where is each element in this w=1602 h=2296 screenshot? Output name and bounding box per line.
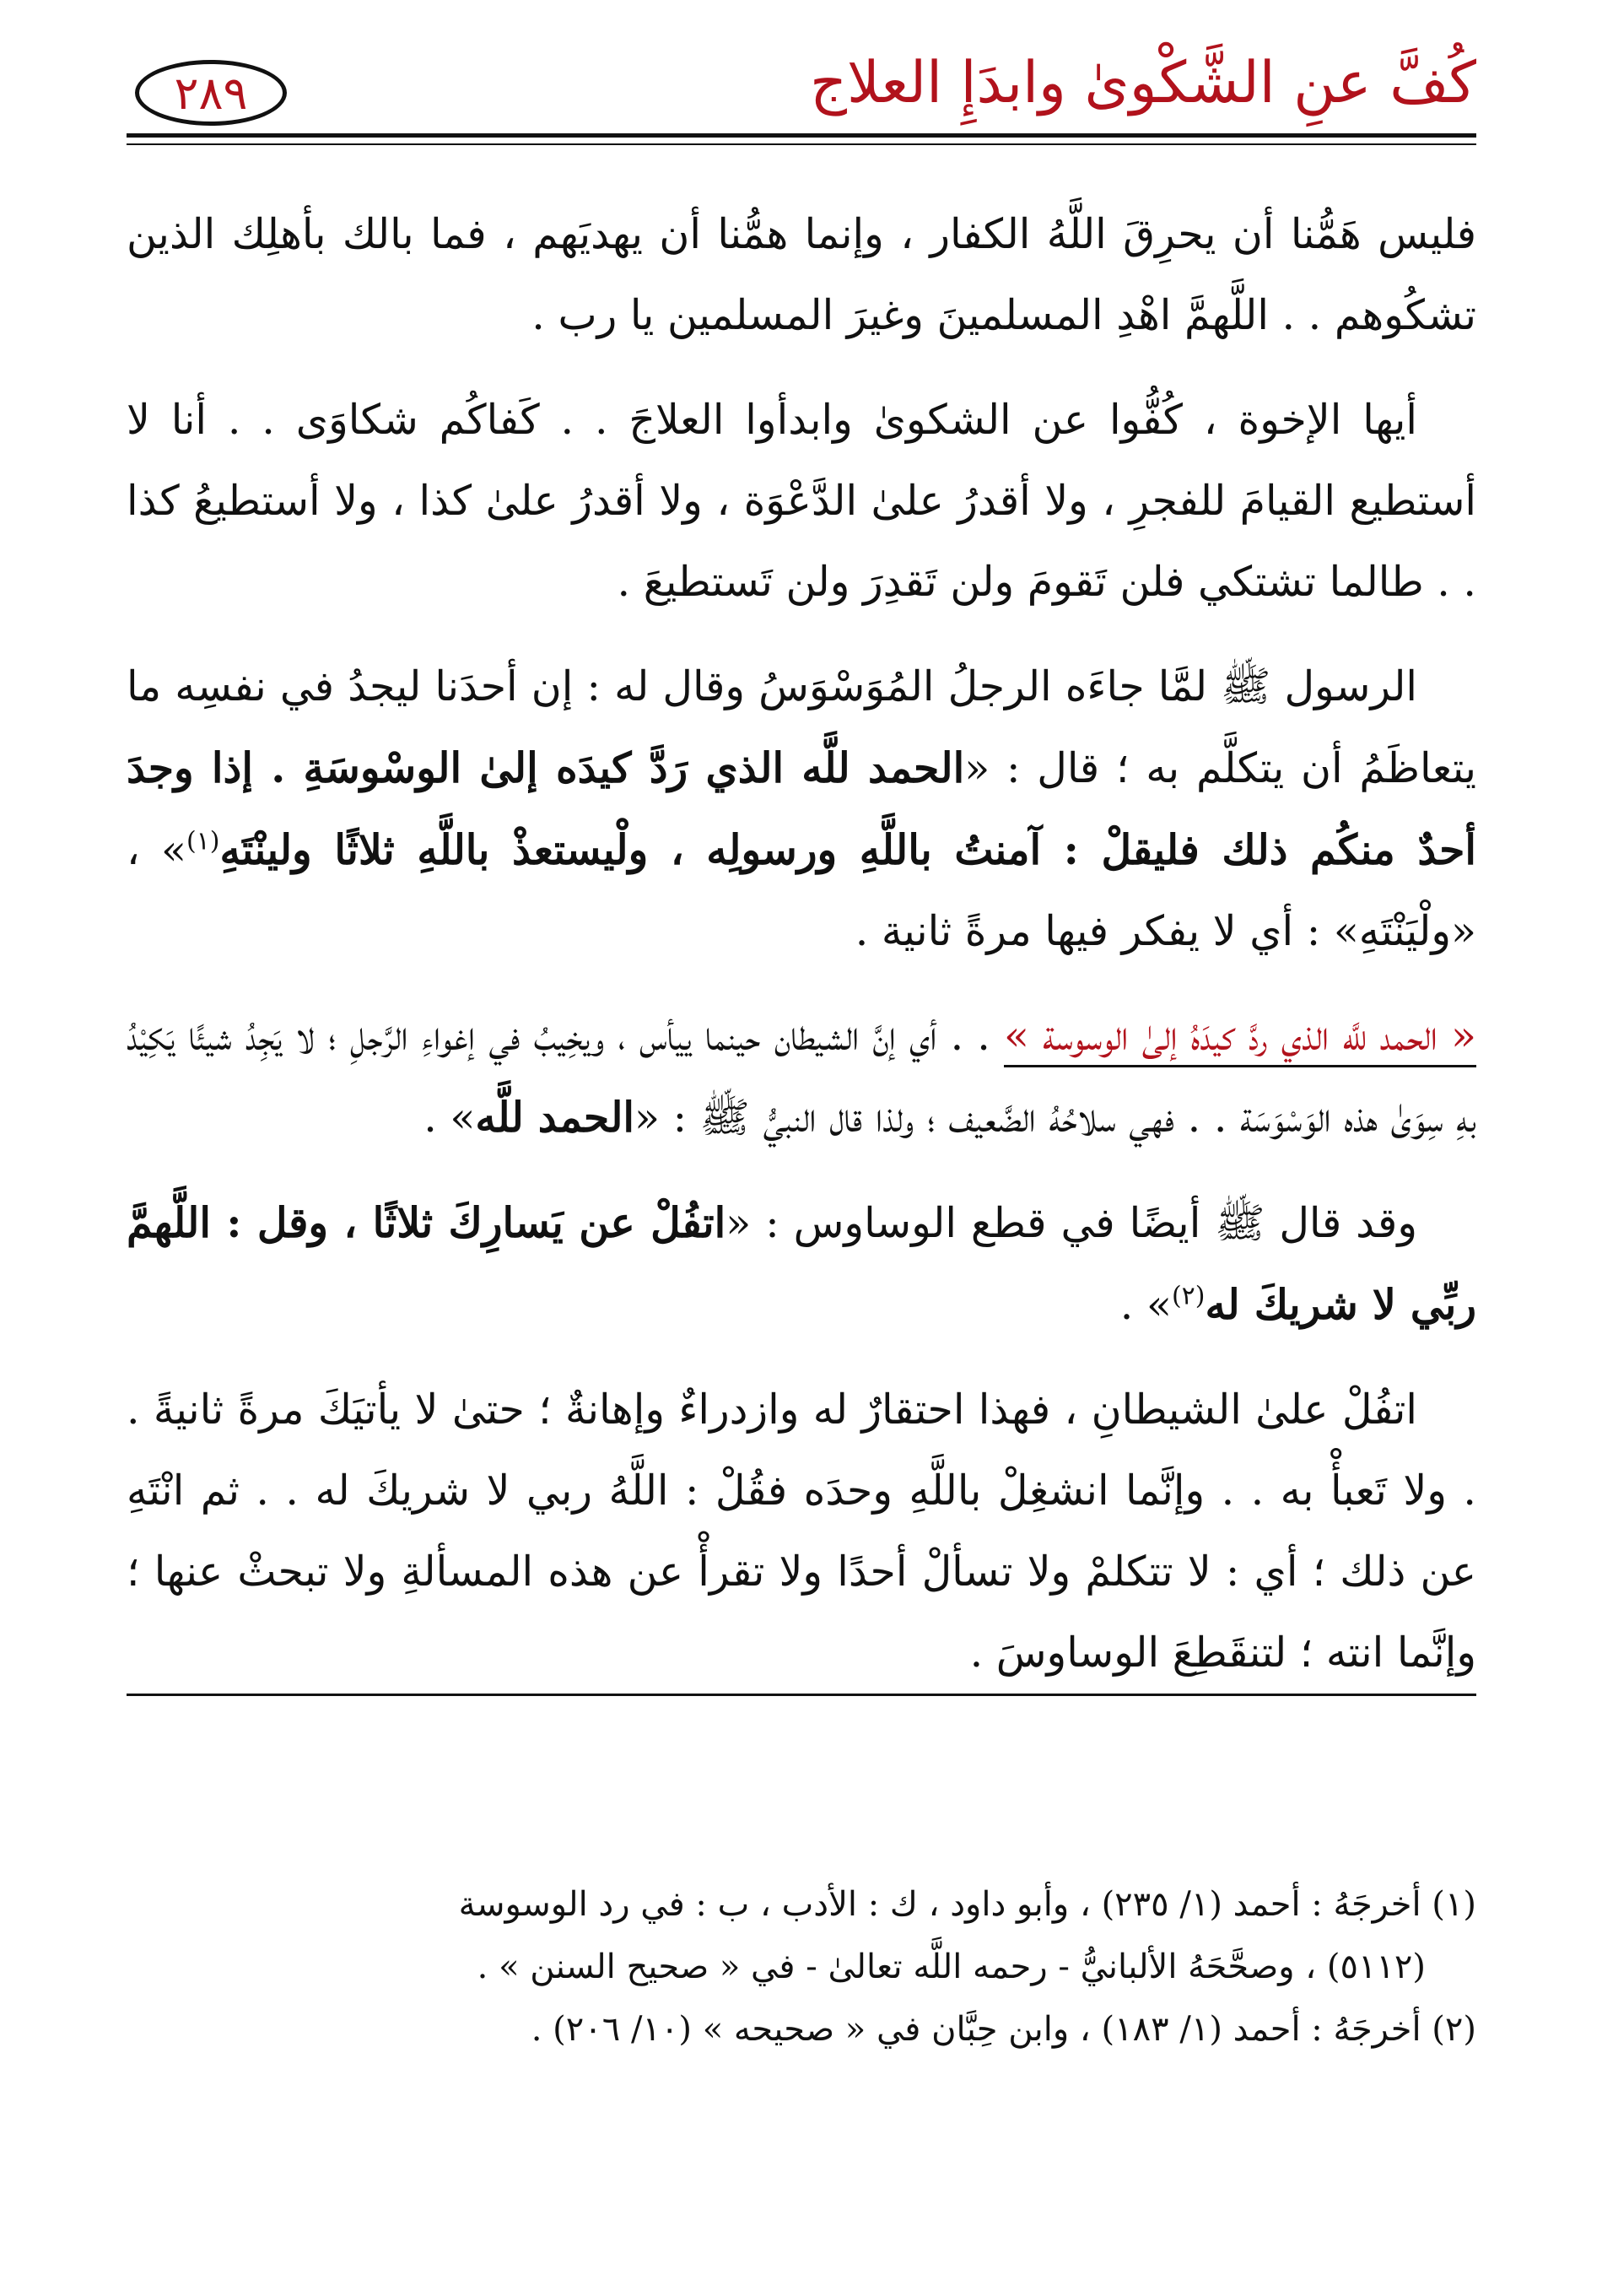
paragraph-3 [127,646,1476,972]
paragraph-4-end: » . [423,1094,476,1142]
paragraph-3-outro: » ، «ولْيَنْتَهِ» : أي لا يفكر فيها مرةً ثانية . [127,826,1476,955]
footnote-1-line-1: (١) أخرجَهُ : أحمد (١/ ٢٣٥) ، وأبو داود ، ك : الأدب ، ب : في رد الوسوسة [458,1885,1476,1924]
page-header [127,46,1476,148]
page-number: ٢٨٩ [174,66,248,120]
paragraph-3-intro: الرسول ﷺ لمَّا جاءَه الرجلُ المُوَسْوَسُ وقال له : إن أحدَنا ليجدُ في نفسِه ما يتعاظَمُ أن يتكلَّم به ؛ قال : « [127,662,1476,792]
paragraph-6: اتفُلْ علىٰ الشيطانِ ، فهذا احتقارٌ له وازدراءٌ وإهانةٌ ؛ حتىٰ لا يأتيَكَ مرةً ثانيةً . . ولا تَعبأْ به . . وإنَّما انشغِلْ باللَّهِ وحدَه فقُلْ : اللَّهُ ربي لا شريكَ له . . ثم انْتَهِ عن ذلك ؛ أي : لا تتكلمْ ولا تسألْ أحدًا ولا تقرأْ عن هذه المسألةِ ولا تبحثْ عنها ؛ وإنَّما انته ؛ لتنقَطِعَ الوساوسَ . [127,1369,1476,1696]
hadith-text-2: الحمد للَّه [475,1093,635,1142]
paragraph-5 [127,1182,1476,1346]
header-rule-thick [127,133,1476,138]
highlighted-quote: « الحمد للَّه الذي ردَّ كيدَهُ إلىٰ الوسوسة » [1004,1012,1476,1067]
chapter-title: كُفَّ عنِ الشَّكْوىٰ وابدَإِ العلاج [810,50,1476,116]
paragraph-2: أيها الإخوة ، كُفُّوا عن الشكوىٰ وابدأوا العلاجَ . . كَفاكُم شكاوَى . . أنا لا أستطيع القيامَ للفجرِ ، ولا أقدرُ علىٰ الدَّعْوَة ، ولا أقدرُ علىٰ كذا ، ولا أستطيعُ كذا . . طالما تشتكي فلن تَقومَ ولن تَقدِرَ ولن تَستطيعَ . [127,396,1476,606]
paragraph-5-end: » . [1119,1281,1172,1329]
paragraph-1: فليس هَمُّنا أن يحرِقَ اللَّهُ الكفار ، وإنما همُّنا أن يهديَهم ، فما بالك بأهلِك الذين تشكُوهم . . اللَّهمَّ اهْدِ المسلمينَ وغيرَ المسلمين يا رب . [127,210,1476,339]
paragraph-4 [127,996,1476,1159]
footnote-ref-1[interactable]: (١) [186,826,220,856]
main-text [127,194,1476,1720]
footnote-ref-2[interactable]: (٢) [1171,1281,1206,1311]
footnote-2: (٢) أخرجَهُ : أحمد (١/ ١٨٣) ، وابن حِبَّان في « صحيحه » (١٠/ ٢٠٦) . [531,2010,1476,2049]
hadith-text-3: اتفُلْ عن يَسارِكَ ثلاثًا ، وقل : اللَّهمَّ ربِّي لا شريكَ له [127,1198,1476,1329]
footnote-1-line-2: (٥١١٢) ، وصحَّحَهُ الألبانيُّ - رحمه اللَّه تعالىٰ - في « صحيح السنن » . [477,1948,1426,1986]
header-rule-thin [127,143,1476,145]
footnotes [127,1873,1476,2061]
paragraph-4-text: . . أي إنَّ الشيطان حينما ييأس ، ويخِيبُ في إغواءِ الرَّجلِ ؛ لا يَجِدُ شيئًا يَكِيْدُ بهِ سِوَىٰ هذه الوَسْوَسَة . . فهي سلاحُهُ الضَّعيف ؛ ولذا قال النبيُّ ﷺ : « [127,1012,1476,1142]
paragraph-5-intro: وقد قال ﷺ أيضًا في قطع الوساوس : « [725,1199,1417,1247]
page-number-badge [135,60,287,126]
hadith-text-1: الحمد للَّه الذي رَدَّ كيدَه إلىٰ الوسْوسَةِ . إذا وجدَ أحدٌ منكُم ذلك فليقلْ : آمنتُ باللَّهِ ورسولِه ، ولْيستعذْ باللَّهِ ثلاثًا ولينْتَهِ [127,743,1476,874]
